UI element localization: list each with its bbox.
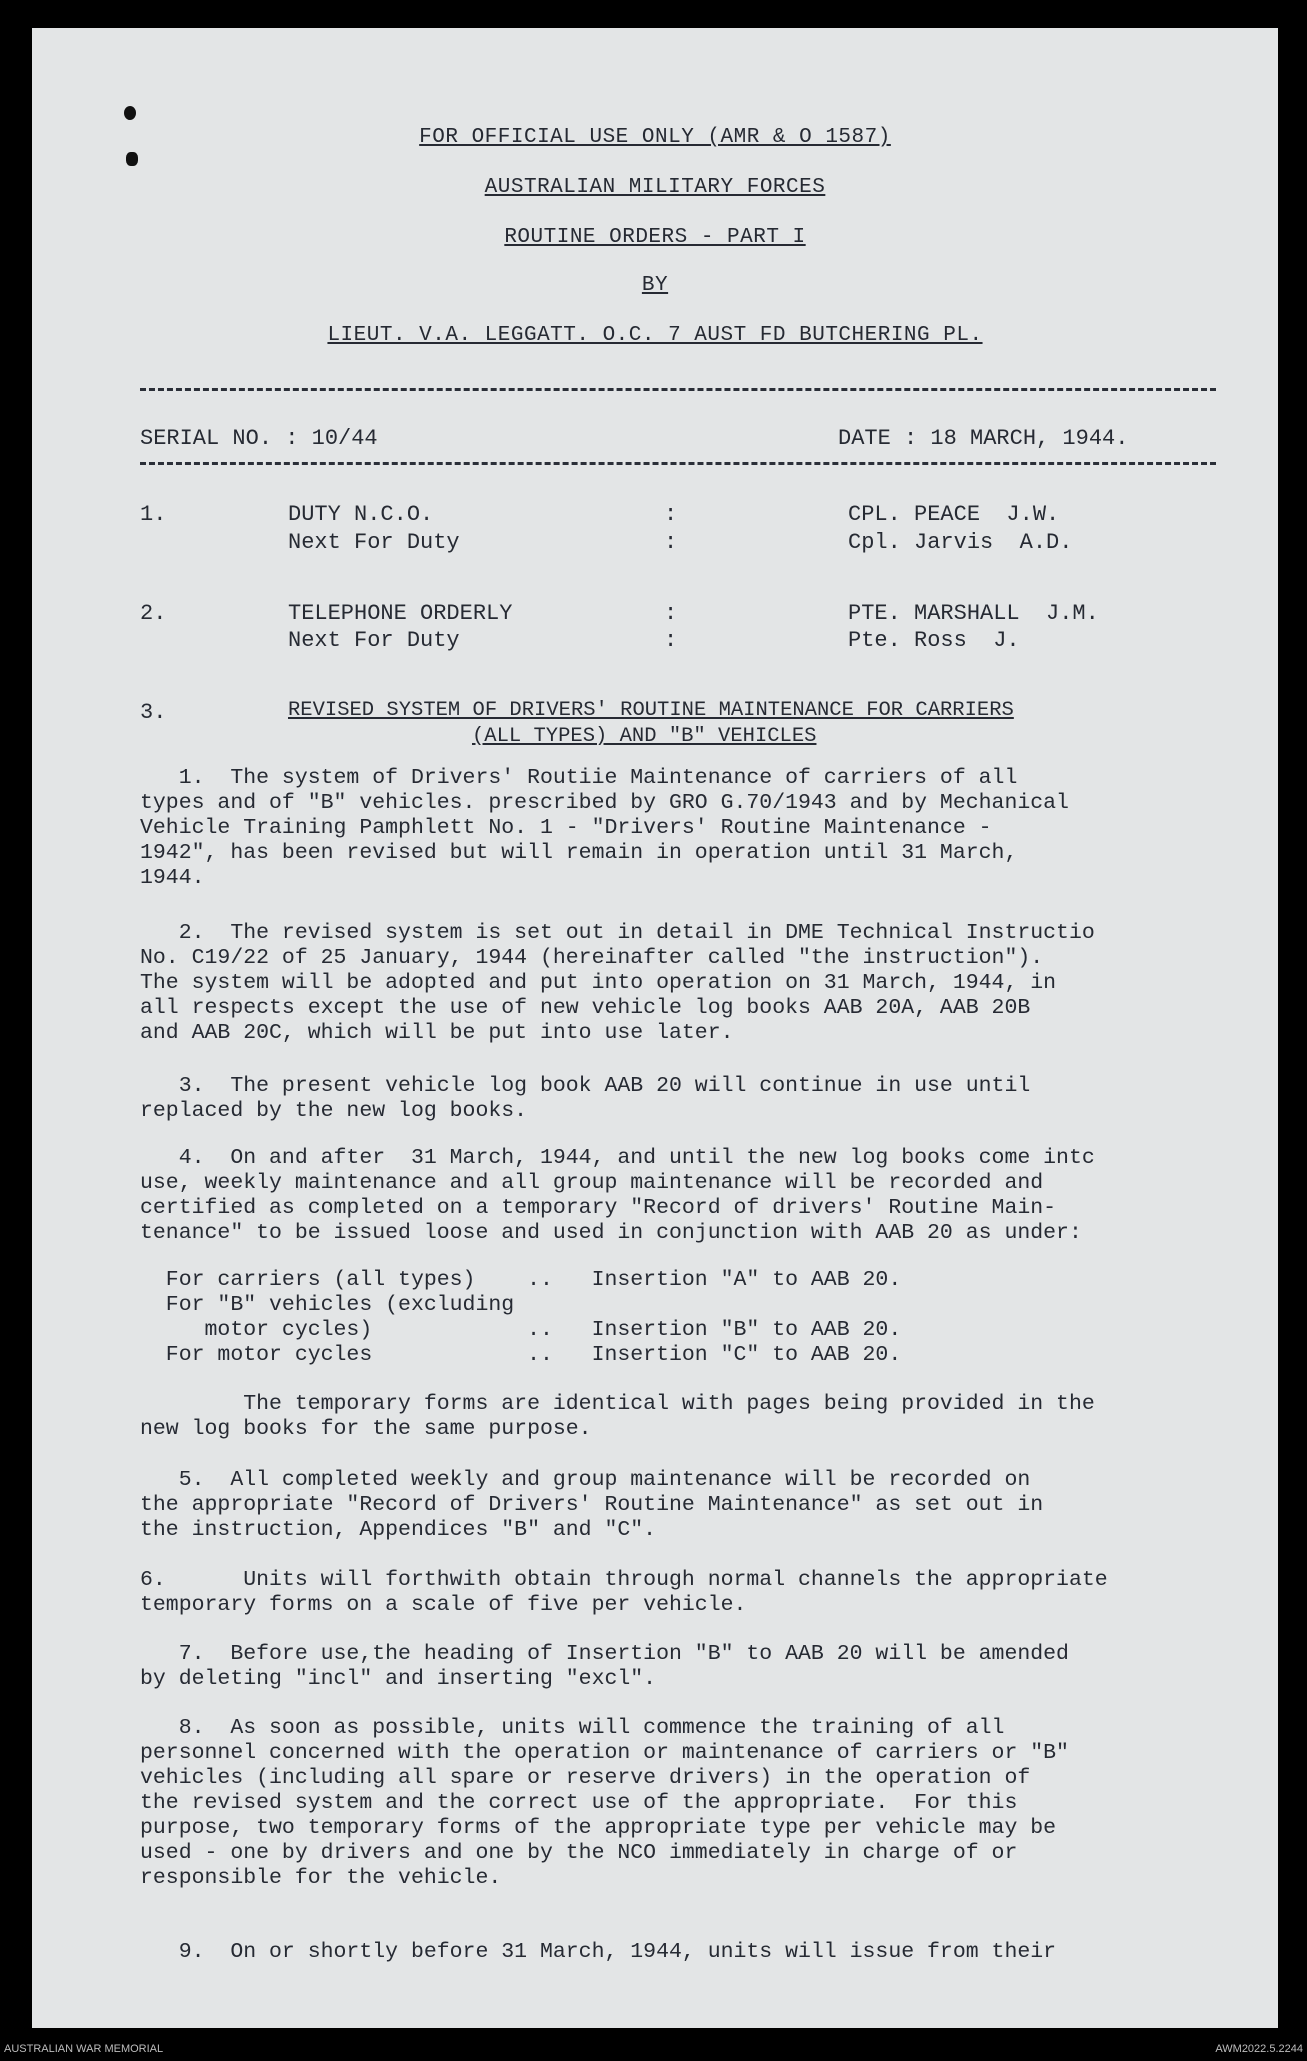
duty-name: Cpl. Jarvis A.D. xyxy=(848,530,1073,555)
section-title-line1: REVISED SYSTEM OF DRIVERS' ROUTINE MAINTENANCE FOR CARRIERS xyxy=(288,699,1014,722)
duty-role: Next For Duty xyxy=(288,628,460,653)
paragraph-1: 1. The system of Drivers' Routiie Maintenance of carriers of all types and of "B" vehicles. prescribed by GRO G.70/1943 and by Mechanical Vehicle Training Pamphlett No. 1 - "Drivers' Routine Maintenance - 1942", has been revised but will remain in operation until 31 March, 1944. xyxy=(140,766,1069,890)
separator: : xyxy=(664,502,678,527)
duty-role: TELEPHONE ORDERLY xyxy=(288,601,513,626)
duty-name: Pte. Ross J. xyxy=(848,628,1020,653)
force-name: AUSTRALIAN MILITARY FORCES xyxy=(484,176,826,199)
serial-number: SERIAL NO. : 10/44 xyxy=(140,426,378,451)
separator: : xyxy=(664,628,678,653)
separator: : xyxy=(664,530,678,555)
punch-hole-top xyxy=(124,106,136,120)
paragraph-8: 8. As soon as possible, units will commence the training of all personnel concerned with the operation or maintenance of carriers or "B" vehicles (including all spare or reserve drivers) in the operation of the revised system and the correct use of the appropriate. For this purpose, two temporary forms of the appropriate type per vehicle may be used - one by drivers and one by the NCO immediately in charge of or responsible for the vehicle. xyxy=(140,1716,1069,1890)
section-title-line2: (ALL TYPES) AND "B" VEHICLES xyxy=(472,725,817,748)
paragraph-7: 7. Before use,the heading of Insertion "B" to AAB 20 will be amended by deleting "incl" and inserting "excl". xyxy=(140,1642,1069,1691)
divider-serial xyxy=(140,462,1216,465)
paragraph-9: 9. On or shortly before 31 March, 1944, units will issue from their xyxy=(140,1940,1057,1964)
divider-top xyxy=(140,388,1216,391)
document-page xyxy=(32,28,1278,2028)
paragraph-4-continued: The temporary forms are identical with pages being provided in the new log books for the same purpose. xyxy=(140,1392,1095,1441)
duty-role: Next For Duty xyxy=(288,530,460,555)
paragraph-5: 5. All completed weekly and group maintenance will be recorded on the appropriate "Record of Drivers' Routine Maintenance" as set out in the instruction, Appendices "B" and "C". xyxy=(140,1468,1044,1542)
officer-line: LIEUT. V.A. LEGGATT. O.C. 7 AUST FD BUTCHERING PL. xyxy=(327,324,983,347)
paragraph-3: 3. The present vehicle log book AAB 20 will continue in use until replaced by the new log books. xyxy=(140,1074,1031,1123)
paragraph-2: 2. The revised system is set out in detail in DME Technical Instructio No. C19/22 of 25 January, 1944 (hereinafter called "the instruction"). The system will be adopted and put into operation on 31 March, 1944, in all respects except the use of new vehicle log books AAB 20A, AAB 20B and AAB 20C, which will be put into use later. xyxy=(140,921,1095,1045)
classification-line: FOR OFFICIAL USE ONLY (AMR & O 1587) xyxy=(419,126,891,149)
separator: : xyxy=(664,601,678,626)
paragraph-4: 4. On and after 31 March, 1944, and until the new log books come intc use, weekly maintenance and all group maintenance will be recorded and certified as completed on a temporary "Record of drivers' Routine Main- tenance" to be issued loose and used in conjunction with AAB 20 as under: xyxy=(140,1146,1095,1245)
duty-role: DUTY N.C.O. xyxy=(288,502,434,527)
punch-hole-bottom xyxy=(126,152,138,166)
footer-accession: AWM2022.5.2244 xyxy=(1215,2043,1303,2055)
insertion-table: For carriers (all types) .. Insertion "A" to AAB 20. For "B" vehicles (excluding motor cycles) .. Insertion "B" to AAB 20. For motor cycles .. Insertion "C" to AAB 20. xyxy=(165,1268,902,1367)
duty-name: CPL. PEACE J.W. xyxy=(848,502,1060,527)
item-number: 1. xyxy=(140,502,167,527)
order-date: DATE : 18 MARCH, 1944. xyxy=(838,426,1129,451)
footer-credit: AUSTRALIAN WAR MEMORIAL xyxy=(4,2043,164,2055)
orders-title: ROUTINE ORDERS - PART I xyxy=(504,226,806,249)
by-line: BY xyxy=(641,274,669,297)
duty-name: PTE. MARSHALL J.M. xyxy=(848,601,1099,626)
item-number: 2. xyxy=(140,601,167,626)
paragraph-6: 6. Units will forthwith obtain through normal channels the appropriate temporary forms on a scale of five per vehicle. xyxy=(140,1568,1108,1617)
item-number: 3. xyxy=(140,700,167,725)
